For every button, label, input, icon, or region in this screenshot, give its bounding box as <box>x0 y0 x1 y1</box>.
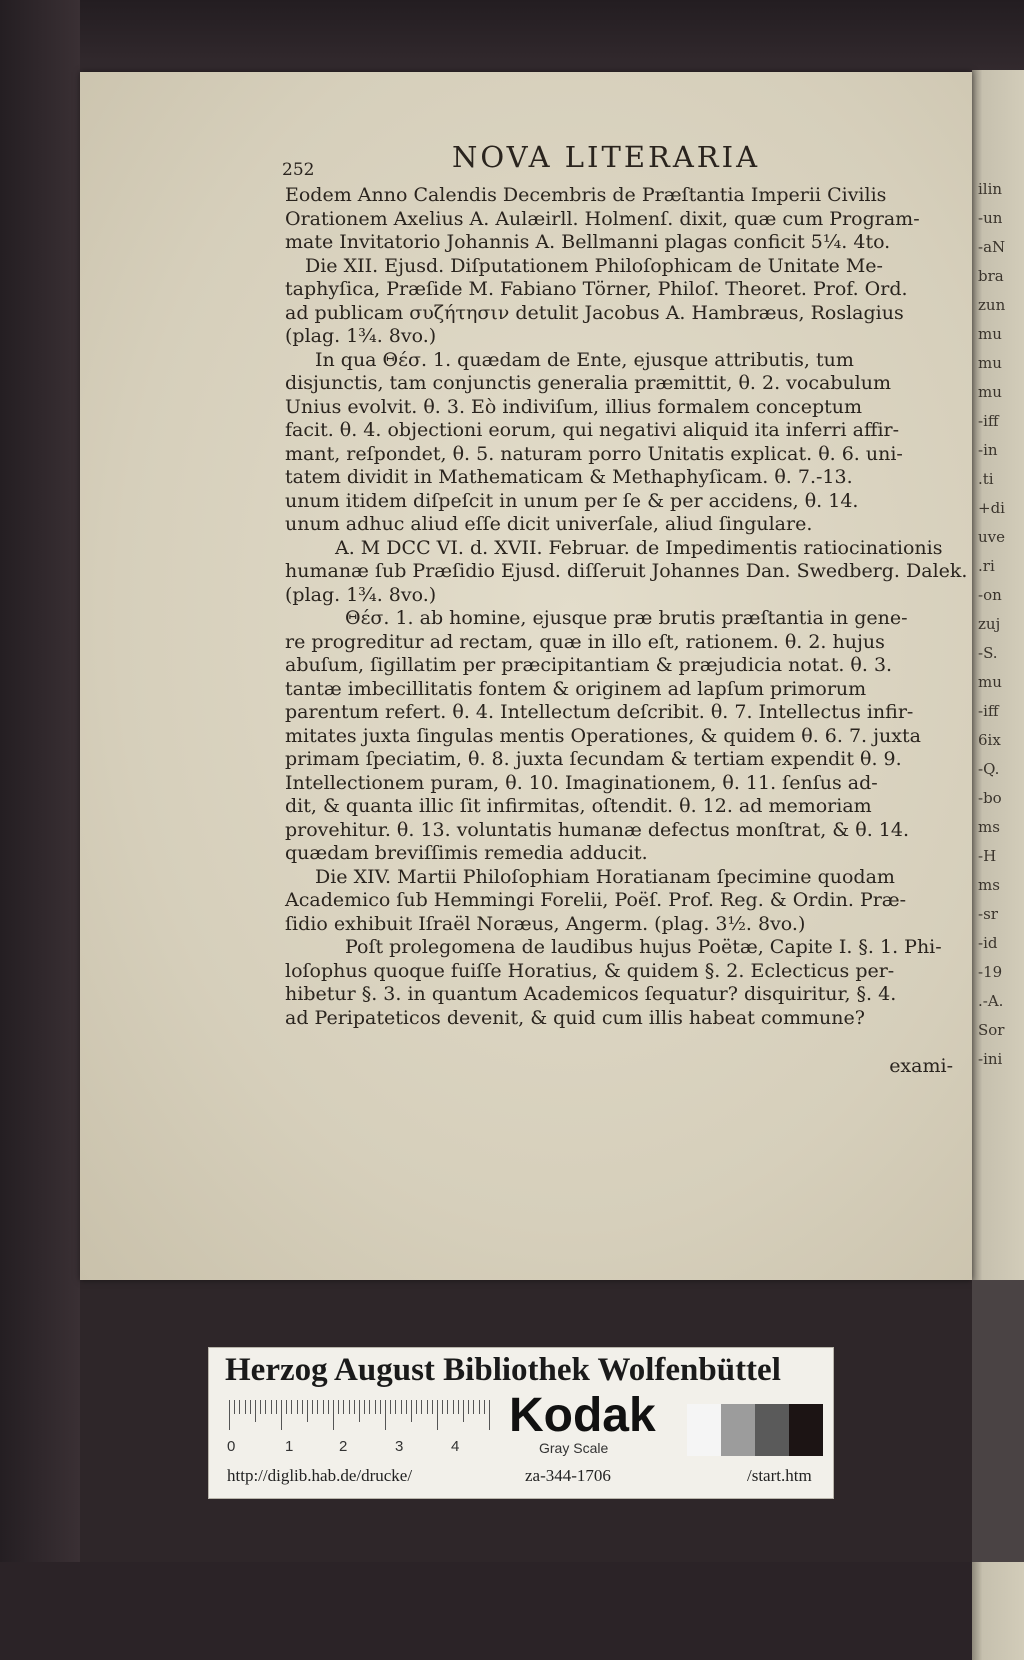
facing-page-fragment: -aN <box>978 238 1006 256</box>
ruler-tick <box>453 1400 454 1414</box>
ruler-tick <box>401 1400 402 1414</box>
facing-page-fragment: mu <box>978 354 1002 372</box>
ruler-tick <box>250 1400 251 1414</box>
url-middle: za-344-1706 <box>525 1466 611 1485</box>
ruler-tick <box>442 1400 443 1414</box>
ruler-tick <box>276 1400 277 1414</box>
text-line: A. M DCC VI. d. XVII. Februar. de Impedimentis ratiocinationis <box>335 536 943 559</box>
text-line: taphyſica, Præſide M. Fabiano Törner, Philoſ. Theoret. Prof. Ord. <box>285 278 908 300</box>
ruler-tick <box>271 1400 272 1414</box>
facing-page-fragment: -sr <box>978 905 998 923</box>
ruler-tick <box>255 1400 256 1422</box>
gray-swatch <box>687 1404 721 1456</box>
running-head: NOVA LITERARIA <box>452 140 761 174</box>
color-target-card <box>208 1347 834 1499</box>
text-line: In qua Θέσ. 1. quædam de Ente, ejusque attributis, tum <box>315 348 854 371</box>
text-line: Die XIV. Martii Philoſophiam Horatianam ſpecimine quodam <box>315 865 895 888</box>
text-line: re progreditur ad rectam, quæ in illo eſt, rationem. θ. 2. hujus <box>285 630 885 653</box>
ruler-tick <box>239 1400 240 1414</box>
ruler-tick <box>229 1400 230 1430</box>
ruler-tick <box>463 1400 464 1422</box>
library-name: Herzog August Bibliothek Wolfenbüttel <box>225 1352 781 1388</box>
text-line: provehitur. θ. 13. voluntatis humanæ defectus monſtrat, & θ. 14. <box>285 818 909 841</box>
text-line: Die XII. Ejusd. Diſputationem Philoſophicam de Unitate Me- <box>305 254 883 277</box>
text-line: ſidio exhibuit Iſraël Noræus, Angerm. (plag. 3½. 8vo.) <box>285 912 806 935</box>
kodak-logo: Kodak <box>509 1389 656 1442</box>
text-line: parentum refert. θ. 4. Intellectum deſcribit. θ. 7. Intellectus infir- <box>285 701 914 723</box>
ruler-tick <box>281 1400 282 1430</box>
ruler-tick <box>432 1400 433 1414</box>
ruler-tick <box>473 1400 474 1414</box>
text-line: tantæ imbecillitatis fontem & originem ad lapſum primorum <box>285 677 867 700</box>
ruler-label: 0 <box>227 1438 236 1455</box>
facing-page-fragment: bra <box>978 267 1004 285</box>
ruler-tick <box>312 1400 313 1414</box>
facing-page-fragment: mu <box>978 383 1002 401</box>
text-line: Intellectionem puram, θ. 10. Imaginationem, θ. 11. ſenſus ad- <box>285 771 878 794</box>
facing-page-fragment: ilin <box>978 180 1003 198</box>
facing-page-fragment: Sor <box>978 1021 1005 1039</box>
text-line: mate Invitatorio Johannis A. Bellmanni plagas conficit 5¼. 4to. <box>285 231 891 253</box>
text-line: dit, & quanta illic ſit infirmitas, oſtendit. θ. 12. ad memoriam <box>285 795 872 817</box>
text-line: Orationem Axelius A. Aulæirll. Holmenſ. dixit, quæ cum Program- <box>285 207 920 230</box>
url-left: http://diglib.hab.de/drucke/ <box>227 1466 413 1485</box>
facing-page-fragment: -19 <box>978 963 1003 981</box>
scan-background-left <box>0 0 80 1562</box>
ruler-tick <box>265 1400 266 1414</box>
facing-page-fragment: -bo <box>978 789 1002 807</box>
ruler-tick <box>447 1400 448 1414</box>
text-line: abuſum, ſigillatim per præcipitantiam & præjudicia notat. θ. 3. <box>285 654 893 676</box>
facing-page-fragment: -on <box>978 586 1002 604</box>
facing-page-fragment: uve <box>978 528 1006 546</box>
text-line: hibetur §. 3. in quantum Academicos ſequatur? disquiritur, §. 4. <box>285 983 897 1005</box>
ruler-tick <box>245 1400 246 1414</box>
gray-swatch <box>721 1404 755 1456</box>
text-line: unum adhuc aliud eſſe dicit univerſale, aliud ſingulare. <box>285 513 813 535</box>
facing-page-fragment: -Q. <box>978 760 1000 778</box>
ruler-tick <box>406 1400 407 1414</box>
scale-ruler <box>229 1400 491 1430</box>
text-line: unum itidem diſpeſcit in unum per ſe & per accidens, θ. 14. <box>285 489 859 512</box>
ruler-tick <box>416 1400 417 1414</box>
ruler-tick <box>338 1400 339 1414</box>
ruler-tick <box>291 1400 292 1414</box>
text-line: tatem dividit in Mathematicam & Methaphyſicam. θ. 7.-13. <box>285 466 853 488</box>
ruler-tick <box>234 1400 235 1414</box>
ruler-tick <box>375 1400 376 1414</box>
gray-swatch <box>755 1404 789 1456</box>
facing-page-fragment: ms <box>978 818 1000 836</box>
ruler-tick <box>328 1400 329 1414</box>
ruler-tick <box>458 1400 459 1414</box>
facing-page-fragment: 6ix <box>978 731 1001 749</box>
facing-page-fragment: -H <box>978 847 997 865</box>
text-line: Unius evolvit. θ. 3. Eò indiviſum, illius formalem conceptum <box>285 395 862 418</box>
facing-page-fragment: .ri <box>978 557 995 575</box>
facing-page-fragment: -un <box>978 209 1003 227</box>
ruler-tick <box>359 1400 360 1422</box>
ruler-tick <box>369 1400 370 1414</box>
gray-scale-caption: Gray Scale <box>539 1440 609 1456</box>
ruler-tick <box>390 1400 391 1414</box>
ruler-tick <box>297 1400 298 1414</box>
text-line: humanæ ſub Præſidio Ejusd. diſſeruit Johannes Dan. Swedberg. Dalek. <box>285 560 968 582</box>
ruler-tick <box>260 1400 261 1414</box>
ruler-tick <box>307 1400 308 1422</box>
gray-swatch <box>789 1404 823 1456</box>
facing-page-fragment: -iff <box>978 412 999 430</box>
page-number: 252 <box>282 160 315 180</box>
ruler-label: 4 <box>451 1438 460 1455</box>
facing-page-fragment: -in <box>978 441 998 459</box>
facing-page-fragment: mu <box>978 325 1002 343</box>
text-line: mitates juxta ſingulas mentis Operationes, & quidem θ. 6. 7. juxta <box>285 724 921 747</box>
facing-page-fragment: zuj <box>978 615 1001 633</box>
ruler-tick <box>349 1400 350 1414</box>
ruler-tick <box>479 1400 480 1414</box>
ruler-tick <box>437 1400 438 1430</box>
ruler-tick <box>354 1400 355 1414</box>
text-line: ad publicam συζήτησιν detulit Jacobus A. Hambræus, Roslagius <box>285 301 904 324</box>
text-line: loſophus quoque fuiſſe Horatius, & quidem §. 2. Eclecticus per- <box>285 959 895 982</box>
facing-page-fragment: +di <box>978 499 1005 517</box>
text-line: Θέσ. 1. ab homine, ejusque præ brutis præſtantia in gene- <box>345 607 908 629</box>
facing-page-fragment: -id <box>978 934 998 952</box>
ruler-label: 1 <box>285 1438 294 1455</box>
text-line: Academico ſub Hemmingi Forelii, Poëſ. Prof. Reg. & Ordin. Præ- <box>285 889 907 911</box>
ruler-label: 3 <box>395 1438 404 1455</box>
ruler-tick <box>323 1400 324 1414</box>
ruler-tick <box>484 1400 485 1414</box>
scan-background-top <box>0 0 1024 78</box>
facing-page-fragment: -ini <box>978 1050 1003 1068</box>
facing-page-fragment: -iff <box>978 702 999 720</box>
text-line: ad Peripateticos devenit, & quid cum illis habeat commune? <box>285 1006 865 1029</box>
text-line: Eodem Anno Calendis Decembris de Præſtantia Imperii Civilis <box>285 184 887 206</box>
text-line: disjunctis, tam conjunctis generalia præmittit, θ. 2. vocabulum <box>285 372 892 394</box>
url-right: /start.htm <box>747 1466 812 1485</box>
facing-page-fragment: mu <box>978 673 1002 691</box>
ruler-tick <box>333 1400 334 1430</box>
text-line: (plag. 1¾. 8vo.) <box>285 583 437 606</box>
ruler-tick <box>286 1400 287 1414</box>
facing-page-fragment: zun <box>978 296 1006 314</box>
ruler-tick <box>317 1400 318 1414</box>
catchword: exami- <box>889 1055 953 1077</box>
facing-page-fragment: .ti <box>978 470 994 488</box>
facing-page-fragment: ms <box>978 876 1000 894</box>
ruler-tick <box>411 1400 412 1422</box>
text-line: facit. θ. 4. objectioni eorum, qui negativi aliquid ita inferri affir- <box>285 419 900 441</box>
text-line: quædam breviſſimis remedia adducit. <box>285 842 648 864</box>
text-line: primam ſpeciatim, θ. 8. juxta ſecundam & tertiam expendit θ. 9. <box>285 748 902 770</box>
ruler-tick <box>427 1400 428 1414</box>
ruler-tick <box>421 1400 422 1414</box>
facing-page-fragment: -S. <box>978 644 998 662</box>
ruler-label: 2 <box>339 1438 348 1455</box>
text-line: Poſt prolegomena de laudibus hujus Poëtæ, Capite I. §. 1. Phi- <box>345 936 942 958</box>
ruler-tick <box>302 1400 303 1414</box>
ruler-tick <box>395 1400 396 1414</box>
ruler-tick <box>364 1400 365 1414</box>
text-line: mant, reſpondet, θ. 5. naturam porro Unitatis explicat. θ. 6. uni- <box>285 442 903 465</box>
facing-page-fragment: .-A. <box>978 992 1004 1010</box>
ruler-tick <box>468 1400 469 1414</box>
ruler-tick <box>489 1400 490 1430</box>
scan-background-right <box>972 1280 1024 1562</box>
ruler-tick <box>385 1400 386 1430</box>
ruler-tick <box>343 1400 344 1414</box>
text-line: (plag. 1¾. 8vo.) <box>285 325 437 347</box>
ruler-tick <box>380 1400 381 1414</box>
